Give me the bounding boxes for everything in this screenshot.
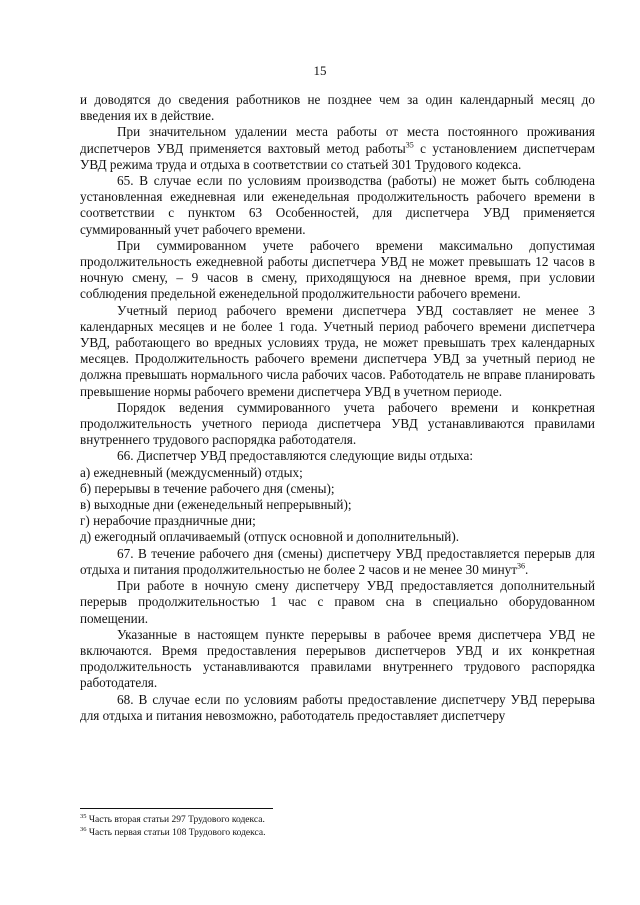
paragraph-68: 68. В случае если по условиям работы предоставление диспетчеру УВД перерыва для отдыха и питания невозможно, работодатель предоставляет диспетчеру bbox=[80, 691, 595, 723]
footnote: $^{35}$ Часть вторая статьи 297 Трудового кодекса. bbox=[80, 812, 265, 825]
paragraph-66: 66. Диспетчер УВД предоставляются следующие виды отдыха: bbox=[117, 448, 474, 464]
footnote-ref: 36 bbox=[516, 561, 525, 571]
paragraph: При суммированном учете рабочего времени максимально допустимая продолжительность ежедневной работы диспетчера УВД не может превышать 12 часов в ночную смену, – 9 часов в смену, приходящуюся на дневное время, при условии соблюдения предельной еженедельной продолжительности рабочего времени. bbox=[80, 237, 595, 302]
list-item: а) ежедневный (междусменный) отдых; bbox=[80, 464, 303, 480]
document-body bbox=[80, 92, 595, 724]
list-item: б) перерывы в течение рабочего дня (смены); bbox=[80, 480, 335, 496]
list-item: г) нерабочие праздничные дни; bbox=[80, 513, 256, 529]
paragraph: Указанные в настоящем пункте перерывы в рабочее время диспетчера УВД не включаются. Время предоставления перерывов диспетчеров УВД и их конкретная продолжительность устанавливаются правилами внутреннего трудового распорядка работодателя. bbox=[80, 626, 595, 691]
paragraph: Учетный период рабочего времени диспетчера УВД составляет не менее 3 календарных месяцев и не более 1 года. Учетный период рабочего времени диспетчера УВД, работающего во вредных условиях труда, не может превышать трех календарных месяцев. Продолжительность рабочего времени диспетчера УВД за учетный период не должна превышать нормального числа рабочих часов. Работодатель не вправе планировать превышение нормы рабочего времени диспетчера УВД в учетном периоде. bbox=[80, 302, 595, 399]
paragraph: и доводятся до сведения работников не позднее чем за один календарный месяц до введения их в действие. bbox=[80, 92, 595, 124]
paragraph: При работе в ночную смену диспетчеру УВД предоставляется дополнительный перерыв продолжительностью 1 час с правом сна в специально оборудованном помещении. bbox=[80, 578, 595, 626]
list-item: в) выходные дни (еженедельный непрерывный); bbox=[80, 497, 352, 513]
paragraph-67: 67. В течение рабочего дня (смены) диспетчеру УВД предоставляется перерыв для отдыха и питания продолжительностью не более 2 часов и не менее 30 минут$^{36}$. bbox=[80, 545, 595, 577]
paragraph: При значительном удалении места работы от места постоянного проживания диспетчеров УВД применяется вахтовый метод работы$^{35}$ с установлением диспетчерам УВД режима труда и отдыха в соответствии со статьей 301 Трудового кодекса. bbox=[80, 124, 595, 172]
footnote-divider bbox=[80, 808, 273, 809]
footnote-ref: 35 bbox=[405, 140, 414, 150]
footnotes bbox=[80, 814, 595, 840]
list-item: д) ежегодный оплачиваемый (отпуск основной и дополнительный). bbox=[80, 529, 460, 545]
footnote: $^{36}$ Часть первая статьи 108 Трудового кодекса. bbox=[80, 825, 266, 838]
paragraph-65: 65. В случае если по условиям производства (работы) не может быть соблюдена установленная ежедневная или еженедельная продолжительность рабочего времени в соответствии с пунктом 63 Особенностей, для диспетчера УВД применяется суммированный учет рабочего времени. bbox=[80, 173, 595, 237]
paragraph: Порядок ведения суммированного учета рабочего времени и конкретная продолжительность учетного периода диспетчера УВД устанавливаются правилами внутреннего трудового распорядка работодателя. bbox=[80, 399, 595, 448]
page-number: 15 bbox=[313, 63, 327, 78]
